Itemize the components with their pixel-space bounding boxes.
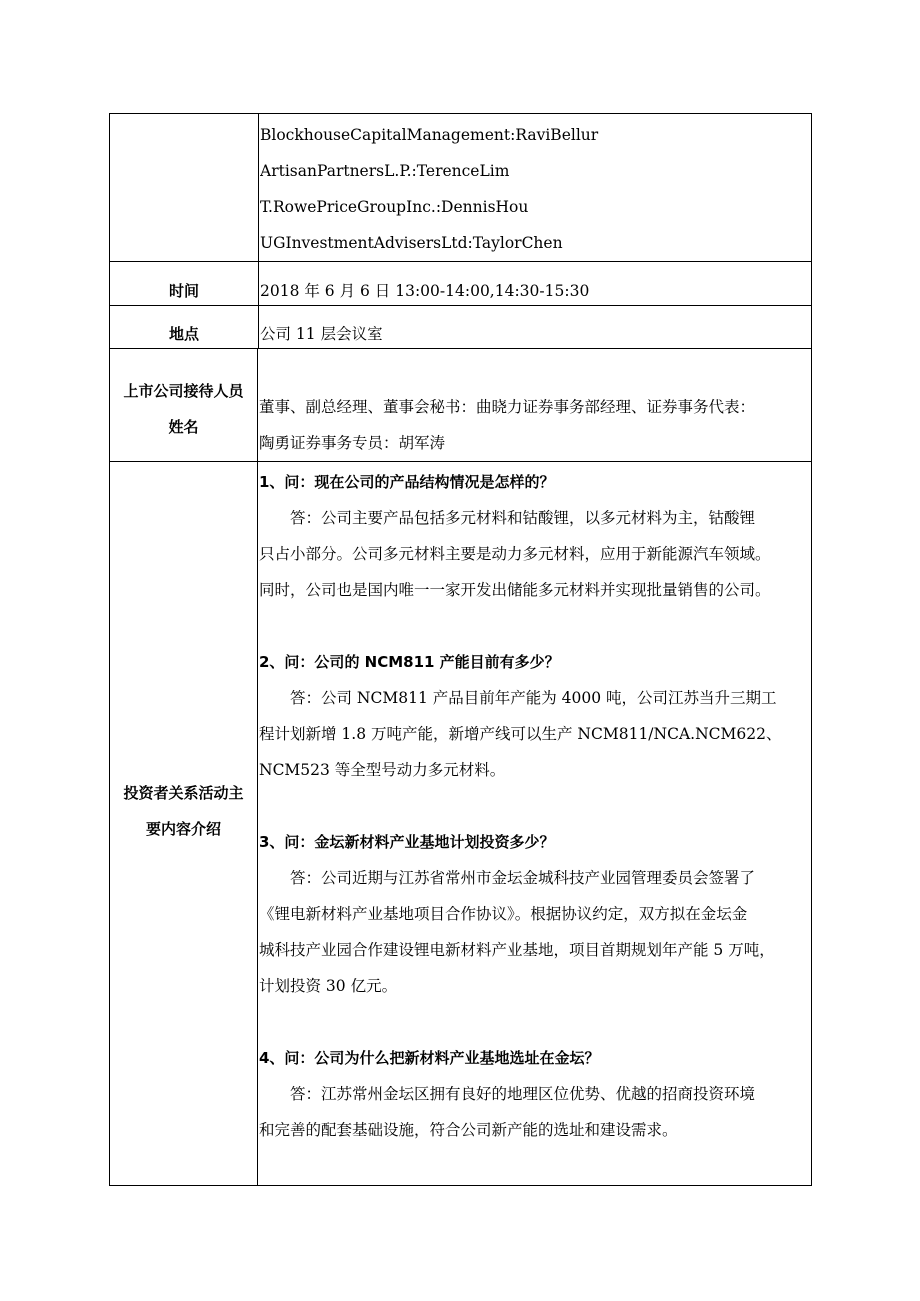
activity-label: 投资者关系活动主 要内容介绍 <box>110 462 258 1185</box>
reception-value: 董事、副总经理、董事会秘书：曲晓力证券事务部经理、证券事务代表： 陶勇证券事务专员：胡军涛 <box>258 349 812 461</box>
answer-3: 答：公司近期与江苏省常州市金坛金城科技产业园管理委员会签署了 《锂电新材料产业基地项目合作协议》。根据协议约定，双方拟在金坛金 城科技产业园合作建设锂电新材料产业基地，项目首期规划年产能 5 万吨， 计划投资 30 亿元。 <box>259 869 775 995</box>
question-3: 3、问：金坛新材料产业基地计划投资多少？ <box>259 833 555 851</box>
research-activity-table <box>109 113 812 1186</box>
answer-2: 答：公司 NCM811 产品目前年产能为 4000 吨，公司江苏当升三期工 程计划新增 1.8 万吨产能，新增产线可以生产 NCM811/NCA.NCM622、 NCM523 等全型号动力多元材料。 <box>259 689 782 779</box>
attendees-label-cell <box>110 114 259 261</box>
attendees-cell <box>259 114 812 261</box>
time-label: 时间 <box>110 262 259 305</box>
qa-block-2 <box>259 644 811 788</box>
qa-block-3 <box>259 824 811 1004</box>
attendee-line: UGInvestmentAdvisersLtd:TaylorChen <box>260 234 563 252</box>
attendee-line: ArtisanPartnersL.P.:TerenceLim <box>260 162 510 180</box>
attendee-line: T.RowePriceGroupInc.:DennisHou <box>260 198 529 216</box>
location-value: 公司 11 层会议室 <box>259 306 812 348</box>
activity-row <box>110 462 812 1186</box>
question-4: 4、问：公司为什么把新材料产业基地选址在金坛？ <box>259 1049 600 1067</box>
attendees-row <box>110 114 812 262</box>
time-row <box>110 262 812 306</box>
answer-1: 答：公司主要产品包括多元材料和钴酸锂，以多元材料为主，钴酸锂 只占小部分。公司多元材料主要是动力多元材料，应用于新能源汽车领域。 同时，公司也是国内唯一一家开发出储能多元材料并实现批量销售的公司。 <box>259 509 771 599</box>
question-1: 1、问：现在公司的产品结构情况是怎样的？ <box>259 473 555 491</box>
question-2: 2、问：公司的 NCM811 产能目前有多少？ <box>259 653 560 671</box>
qa-block-1 <box>259 464 811 608</box>
answer-4: 答：江苏常州金坛区拥有良好的地理区位优势、优越的招商投资环境 和完善的配套基础设施，符合公司新产能的选址和建设需求。 <box>259 1085 756 1139</box>
qa-block-4 <box>259 1040 811 1148</box>
attendee-line: BlockhouseCapitalManagement:RaviBellur <box>260 126 599 144</box>
location-label: 地点 <box>110 306 259 348</box>
location-row <box>110 306 812 349</box>
activity-content <box>258 462 812 1185</box>
reception-row <box>110 349 812 462</box>
time-value: 2018 年 6 月 6 日 13:00-14:00,14:30-15:30 <box>259 262 812 305</box>
reception-label: 上市公司接待人员 姓名 <box>110 349 258 461</box>
